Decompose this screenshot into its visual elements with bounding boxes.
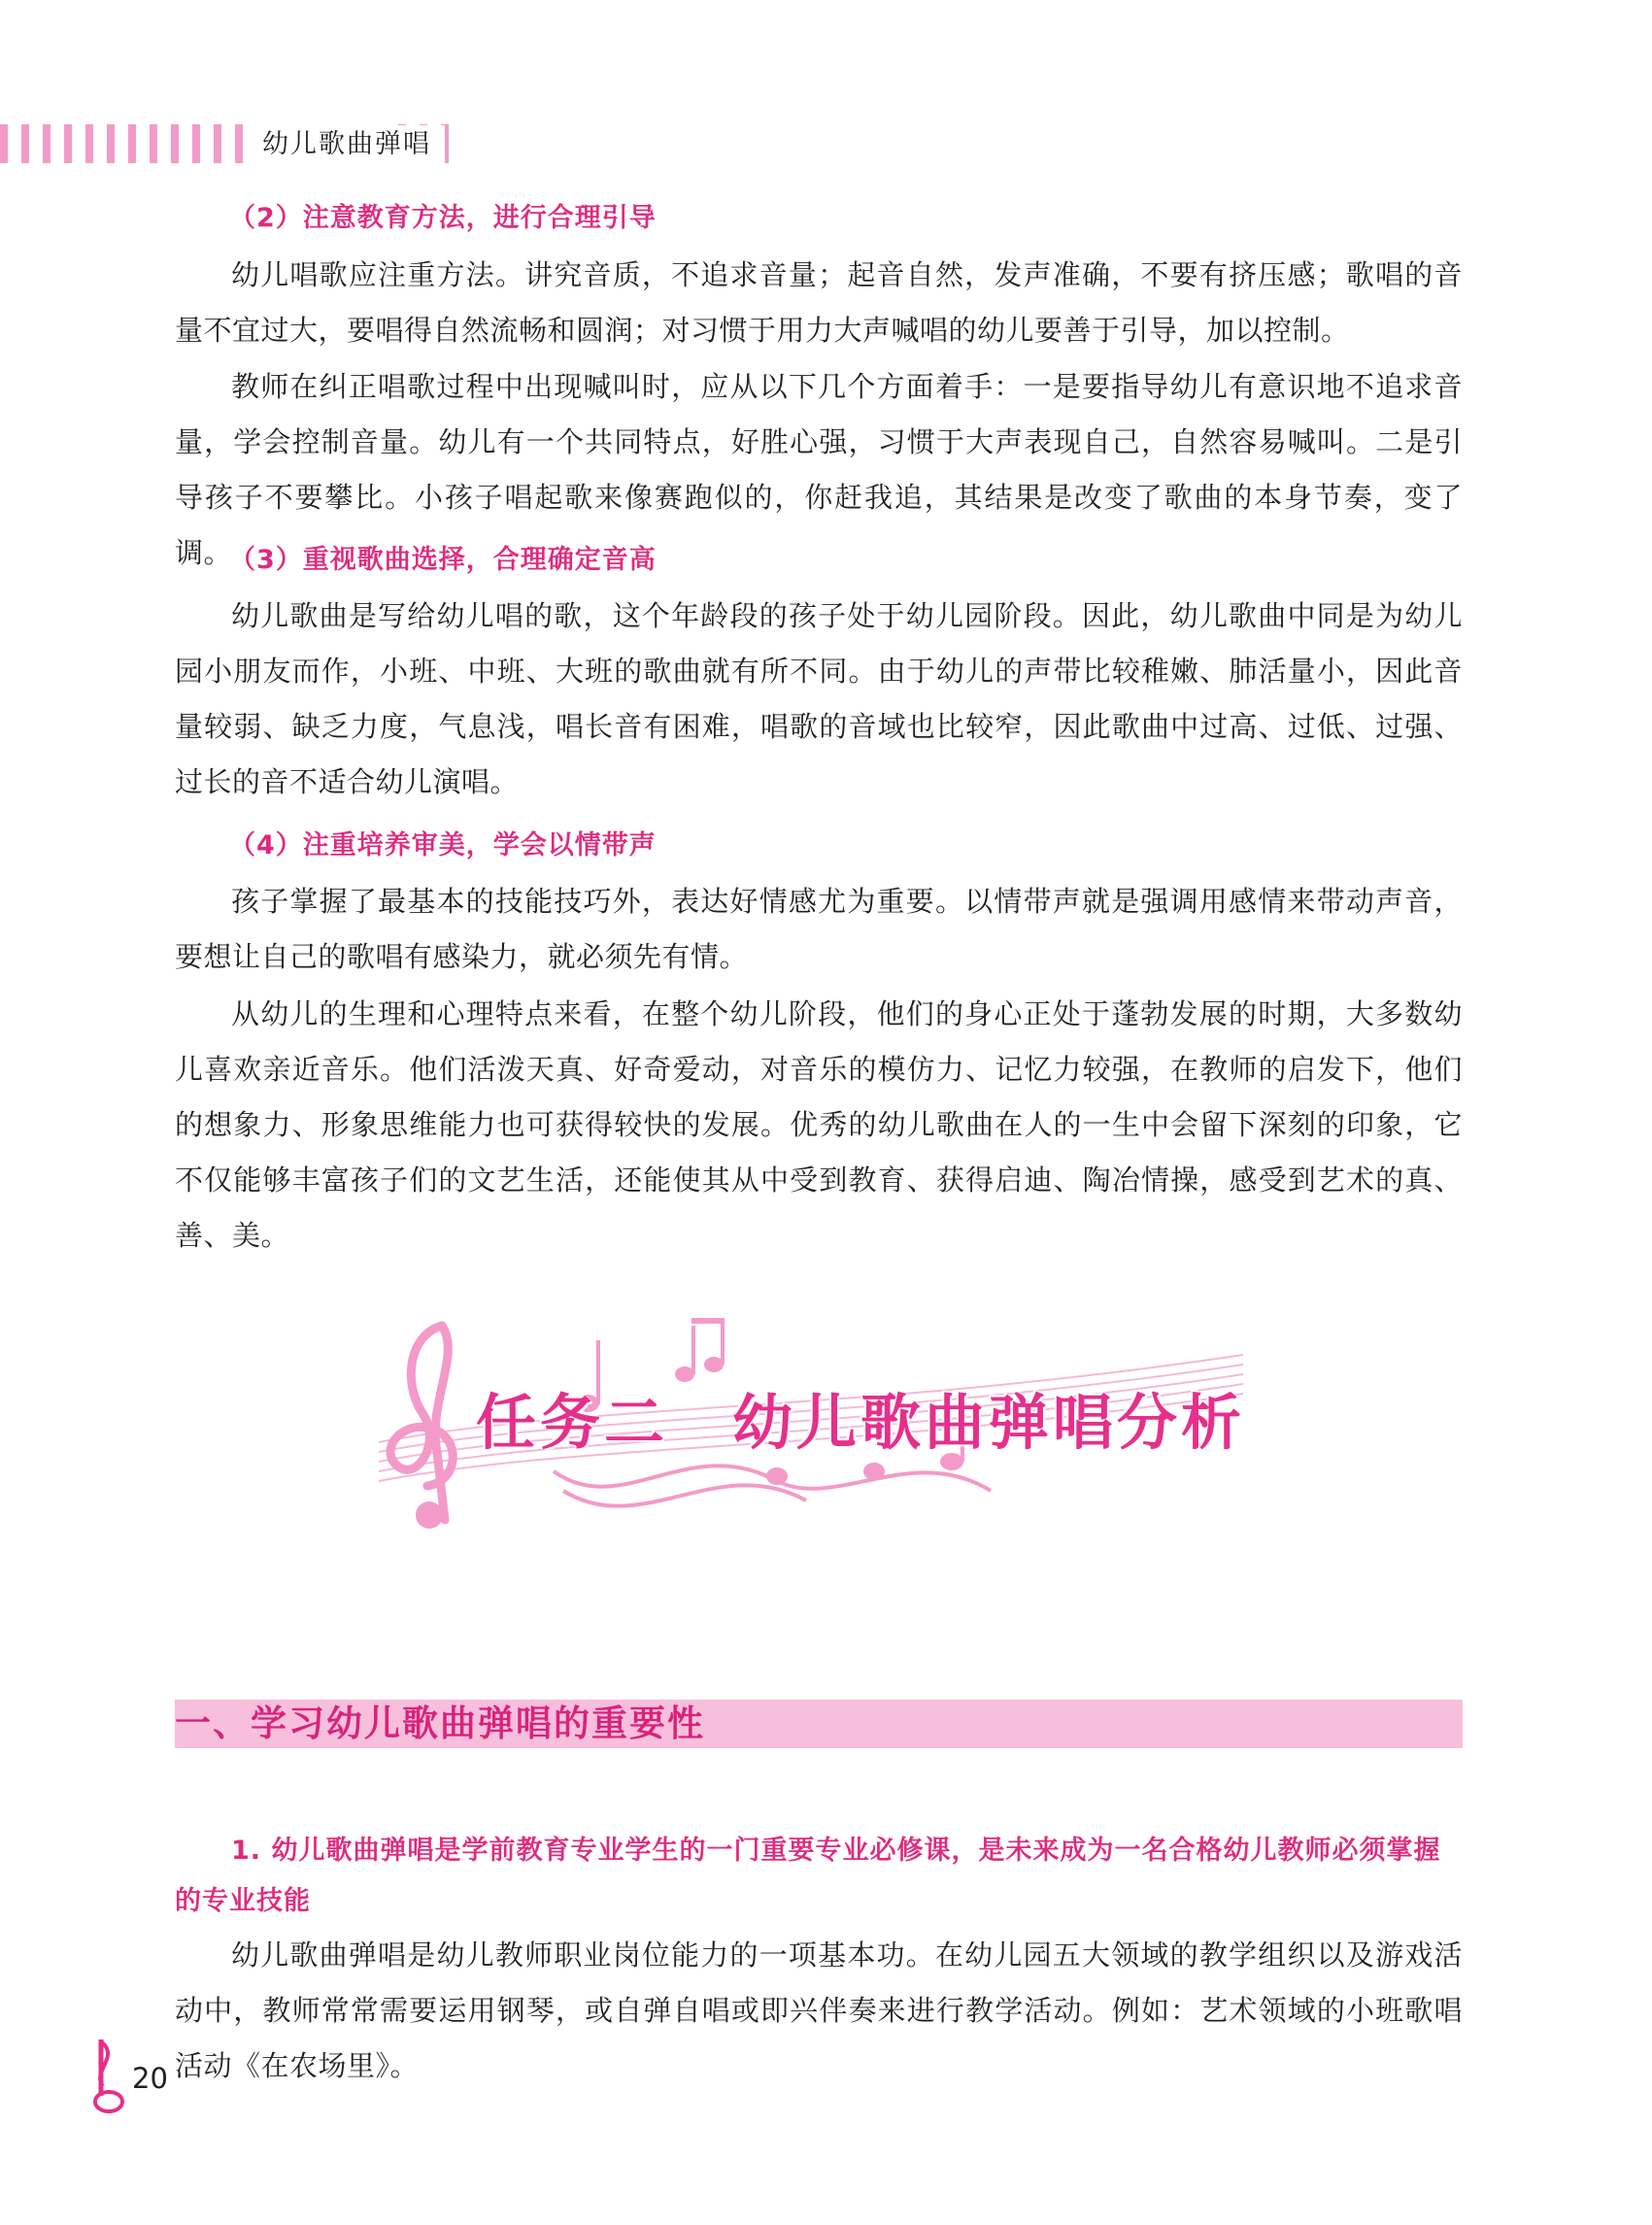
paragraph: 从幼儿的生理和心理特点来看，在整个幼儿阶段，他们的身心正处于蓬勃发展的时期，大多数幼儿喜欢亲近音乐。他们活泼天真、好奇爱动，对音乐的模仿力、记忆力较强，在教师的启发下，他们的想象力、形象思维能力也可获得较快的发展。优秀的幼儿歌曲在人的一生中会留下深刻的印象，它不仅能够丰富孩子们的文艺生活，还能使其从中受到教育、获得启迪、陶冶情操，感受到艺术的真、善、美。 <box>175 997 1463 1252</box>
subsection-heading-2: （2）注意教育方法，进行合理引导 <box>229 203 657 233</box>
subsection-heading-3: （3）重视歌曲选择，合理确定音高 <box>229 545 657 575</box>
paragraph: 幼儿唱歌应注重方法。讲究音质，不追求音量；起音自然，发声准确，不要有挤压感；歌唱的音量不宜过大，要唱得自然流畅和圆润；对习惯于用力大声喊唱的幼儿要善于引导，加以控制。 <box>175 258 1463 347</box>
task-title: 任务二 幼儿歌曲弹唱分析 <box>476 1387 1246 1458</box>
music-note-icon <box>82 2038 136 2115</box>
paragraph: 孩子掌握了最基本的技能技巧外，表达好情感尤为重要。以情带声就是强调用感情来带动声音，要想让自己的歌唱有感染力，就必须先有情。 <box>175 885 1463 973</box>
paragraph: 教师在纠正唱歌过程中出现喊叫时，应从以下几个方面着手：一是要指导幼儿有意识地不追求音量，学会控制音量。幼儿有一个共同特点，好胜心强，习惯于大声表现自己，自然容易喊叫。二是引导孩子不要攀比。小孩子唱起歌来像赛跑似的，你赶我追，其结果是改变了歌曲的本身节奏，变了调。 <box>175 370 1463 569</box>
running-header-title: 幼儿歌曲弹唱 <box>249 125 445 164</box>
point-heading-1: 1. 幼儿歌曲弹唱是学前教育专业学生的一门重要专业必修课，是未来成为一名合格幼儿教师必须掌握的专业技能 <box>175 1836 1441 1916</box>
page-number: 20 <box>132 2062 168 2095</box>
clef-dot-icon <box>416 1501 443 1529</box>
treble-clef-icon <box>390 1326 453 1520</box>
paragraph: 幼儿歌曲弹唱是幼儿教师职业岗位能力的一项基本功。在幼儿园五大领域的教学组织以及游戏活动中，教师常常需要运用钢琴，或自弹自唱或即兴伴奏来进行教学活动。例如：艺术领域的小班歌唱活动《在农场里》。 <box>175 1938 1463 2082</box>
subsection-heading-4: （4）注重培养审美，学会以情带声 <box>229 830 657 860</box>
section-heading: 一、学习幼儿歌曲弹唱的重要性 <box>175 1702 705 1744</box>
paragraph: 幼儿歌曲是写给幼儿唱的歌，这个年龄段的孩子处于幼儿园阶段。因此，幼儿歌曲中同是为幼儿园小朋友而作，小班、中班、大班的歌曲就有所不同。由于幼儿的声带比较稚嫩、肺活量小，因此音量较弱、缺乏力度，气息浅，唱长音有困难，唱歌的音域也比较窄，因此歌曲中过高、过低、过强、过长的音不适合幼儿演唱。 <box>175 599 1463 798</box>
